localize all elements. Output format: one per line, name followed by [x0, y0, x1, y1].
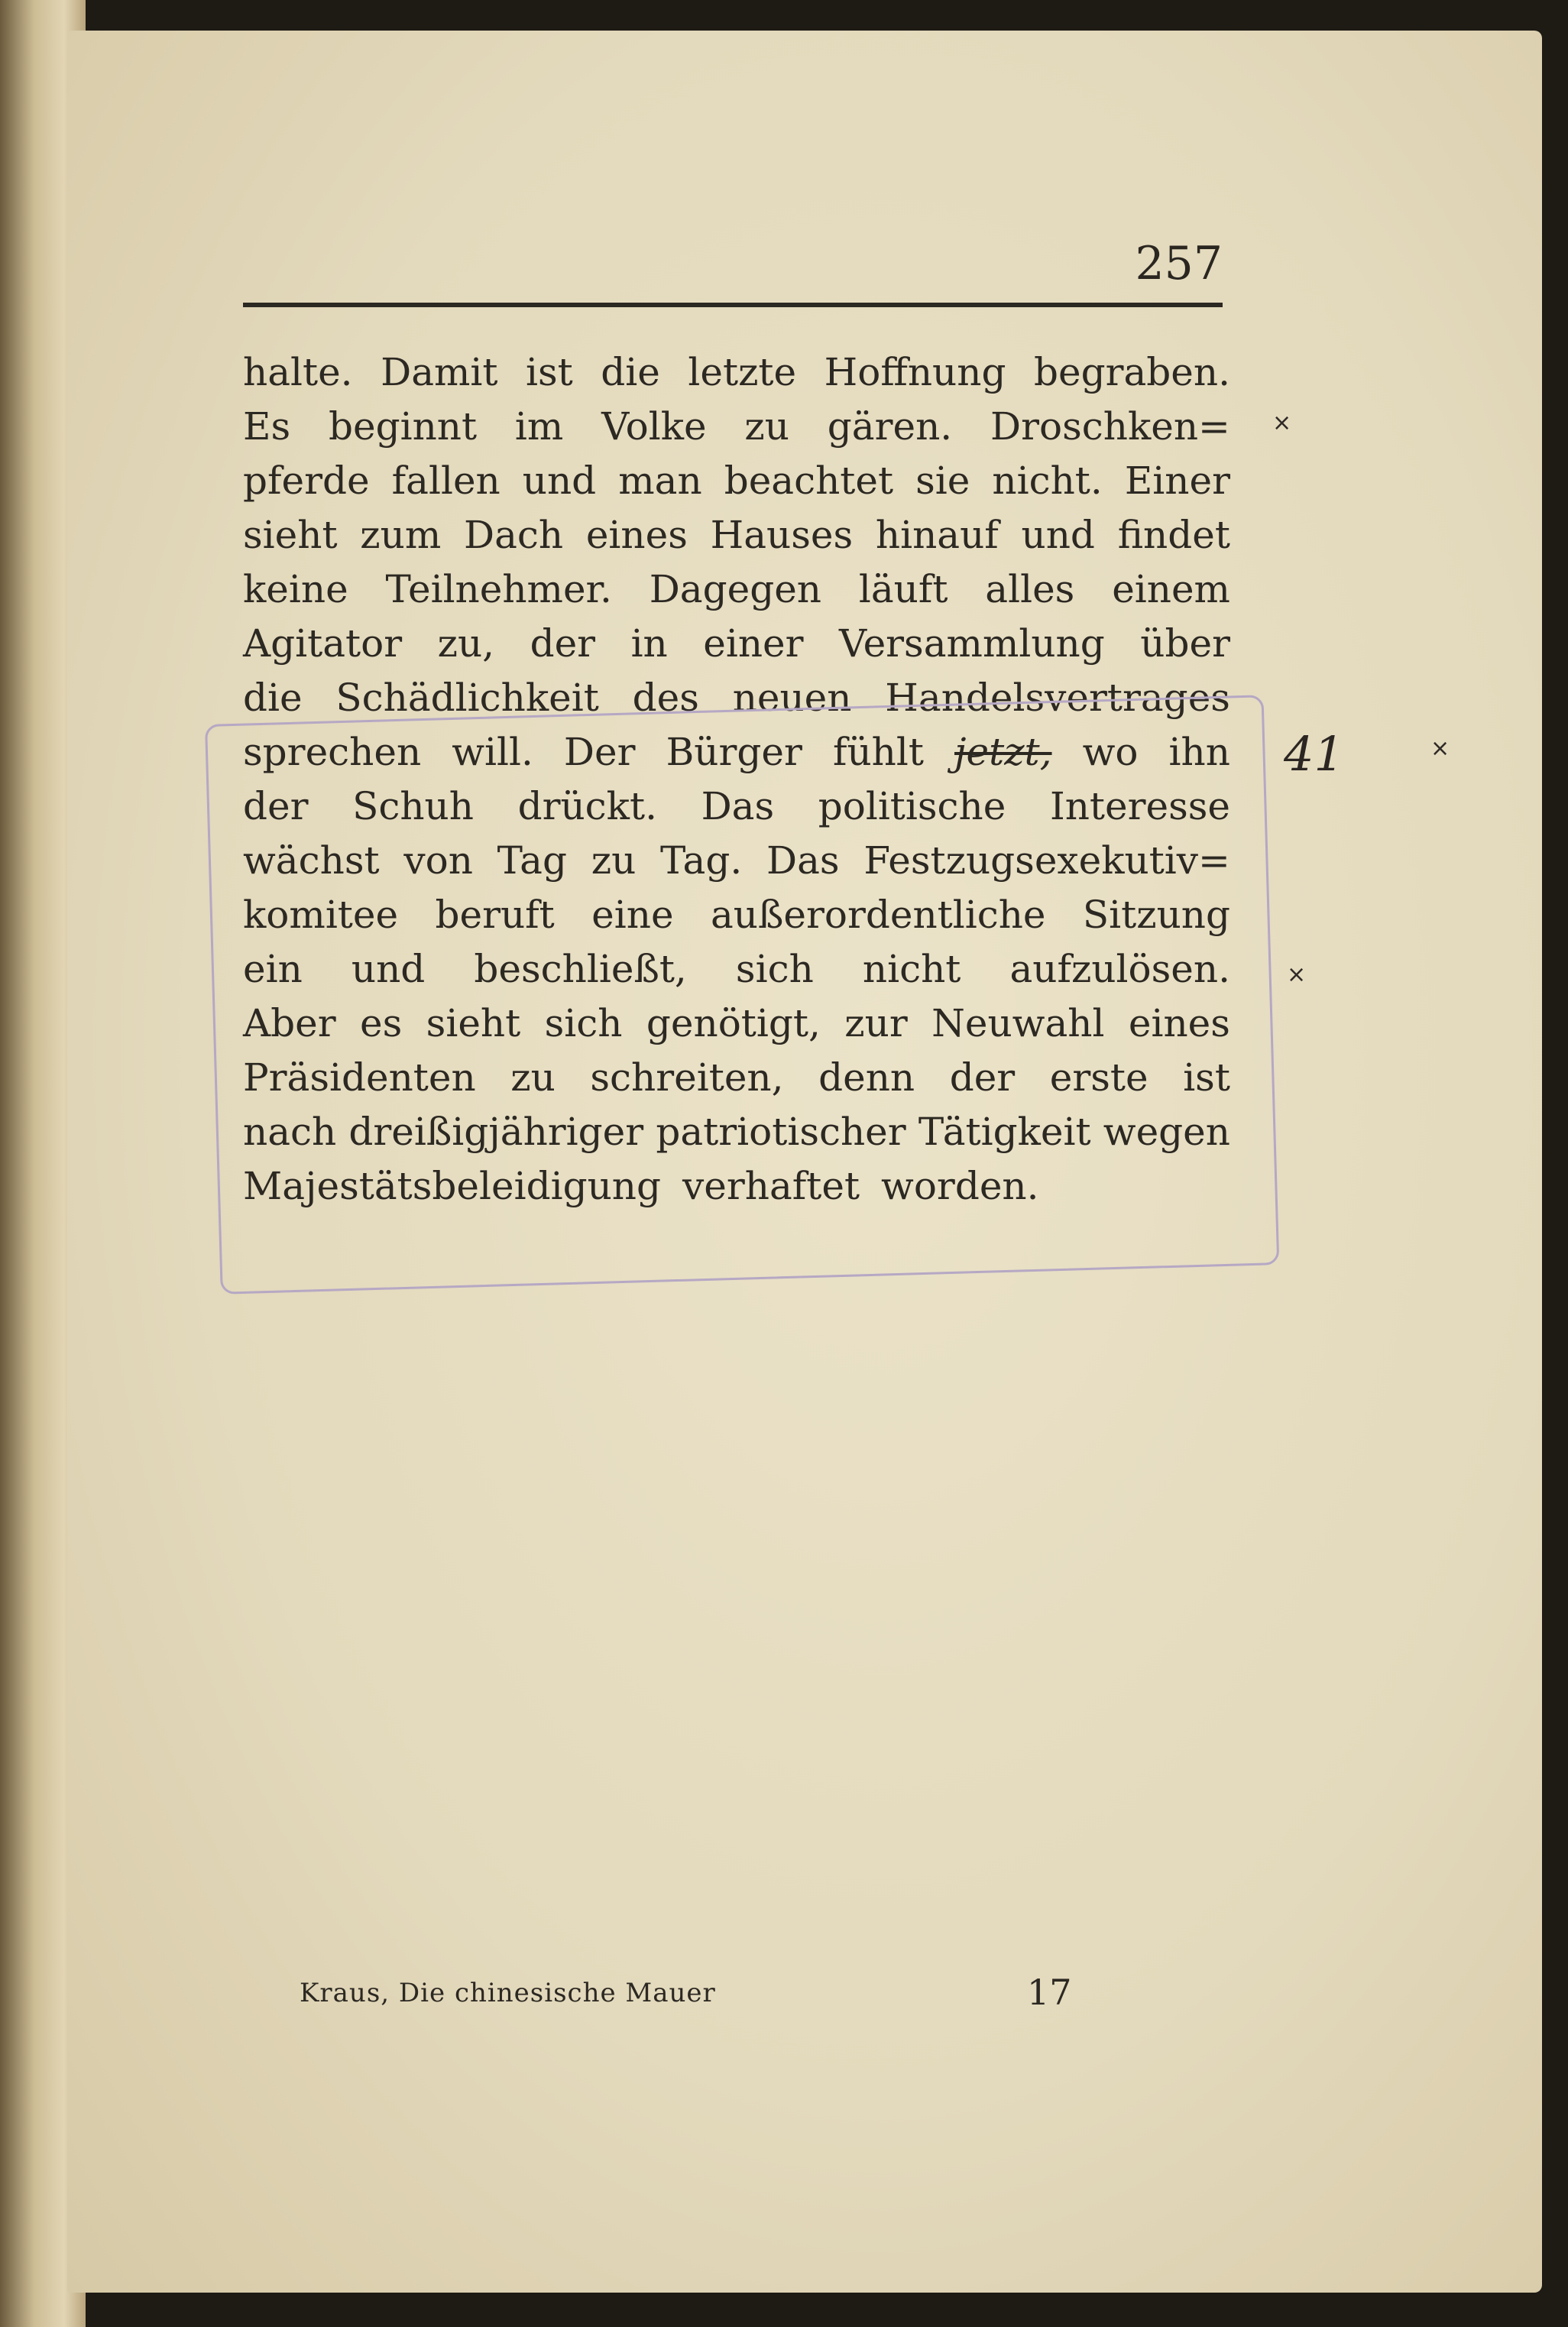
body-text [243, 345, 1230, 1214]
word: der [530, 621, 596, 666]
word: Neuwahl [931, 1001, 1105, 1045]
word: Schädlichkeit [335, 676, 599, 720]
word: genötigt, [646, 1001, 821, 1045]
word: komitee [243, 893, 399, 937]
footer-title: Kraus, Die chinesische Mauer [300, 1978, 716, 2008]
word: nach [243, 1110, 337, 1154]
word: findet [1117, 513, 1230, 557]
margin-mark-2: × [1430, 735, 1450, 762]
word: sie [915, 459, 970, 503]
text-line [243, 834, 1230, 888]
word: keine [243, 567, 348, 611]
word: neuen [732, 676, 852, 720]
word: ist [1183, 1055, 1230, 1100]
word: einer [703, 621, 804, 666]
word: Einer [1124, 459, 1230, 503]
word: und [1021, 513, 1095, 557]
word: letzte [688, 350, 797, 394]
word: eine [591, 893, 674, 937]
text-line [243, 888, 1230, 942]
text-line [243, 671, 1230, 725]
word: zur [844, 1001, 908, 1045]
page-number: 257 [1135, 237, 1223, 290]
word: Tag. [660, 838, 743, 883]
word: beruft [435, 893, 555, 937]
text-line [243, 1105, 1230, 1159]
word: Volke [601, 404, 707, 449]
word: drückt. [517, 784, 657, 828]
word: Versammlung [839, 621, 1105, 666]
word: politische [818, 784, 1006, 828]
word: denn [818, 1055, 915, 1100]
word: dreißigjähriger [348, 1110, 644, 1154]
text-line [243, 942, 1230, 997]
word: Der [563, 730, 636, 774]
word: fallen [391, 459, 501, 503]
word: alles [985, 567, 1075, 611]
word: der [243, 784, 309, 828]
word: will. [452, 730, 533, 774]
word: schreiten, [590, 1055, 784, 1100]
word: Handelsvertrages [885, 676, 1230, 720]
word: im [514, 404, 564, 449]
word: Schuh [352, 784, 474, 828]
word: Tätigkeit [918, 1110, 1091, 1154]
word: Interesse [1049, 784, 1230, 828]
word: nicht. [992, 459, 1103, 503]
word: erste [1049, 1055, 1148, 1100]
word: man [618, 459, 702, 503]
word: läuft [858, 567, 948, 611]
word: Damit [381, 350, 498, 394]
text-line [243, 508, 1230, 562]
word: gären. [827, 404, 953, 449]
word: eines [585, 513, 688, 557]
word: Bürger [666, 730, 802, 774]
word: Dagegen [649, 567, 821, 611]
word: wo [1082, 730, 1139, 774]
word: nicht [862, 947, 961, 991]
margin-mark-3: × [1287, 961, 1307, 988]
word: begraben. [1033, 350, 1230, 394]
word: außerordentliche [710, 893, 1046, 937]
word: pferde [243, 459, 370, 503]
word: in [630, 621, 668, 666]
text-line [243, 997, 1230, 1051]
word: aufzulösen. [1009, 947, 1230, 991]
word: Es [243, 404, 291, 449]
word: Majestätsbeleidigung [243, 1164, 661, 1208]
word: Tag [497, 838, 567, 883]
word: fühlt [832, 730, 924, 774]
word: Hoffnung [824, 350, 1006, 394]
word: sieht [426, 1001, 521, 1045]
word: wächst [243, 838, 380, 883]
header-rule [243, 303, 1223, 307]
word: und [351, 947, 426, 991]
word: über [1140, 621, 1230, 666]
word: eines [1128, 1001, 1230, 1045]
footer-signature: 17 [1027, 1972, 1072, 2013]
text-line [243, 617, 1230, 671]
word: sich [735, 947, 814, 991]
word: beachtet [724, 459, 894, 503]
struck-word: jetzt, [954, 730, 1052, 774]
word: ihn [1168, 730, 1230, 774]
word: Hauses [710, 513, 854, 557]
word: patriotischer [656, 1110, 906, 1154]
word: einem [1112, 567, 1230, 611]
text-line [243, 725, 1230, 779]
text-line [243, 1159, 1230, 1214]
word: beschließt, [474, 947, 687, 991]
text-line [243, 345, 1230, 400]
word: Präsidenten [243, 1055, 476, 1100]
word: sprechen [243, 730, 422, 774]
word: hinauf [875, 513, 999, 557]
word: Teilnehmer. [385, 567, 612, 611]
word: Sitzung [1082, 893, 1230, 937]
word: Agitator [243, 621, 403, 666]
word: der [949, 1055, 1016, 1100]
word: und [522, 459, 597, 503]
word: ist [526, 350, 573, 394]
word: Dach [463, 513, 564, 557]
word: Das [701, 784, 775, 828]
text-line [243, 400, 1230, 454]
word: ein [243, 947, 303, 991]
word: des [632, 676, 699, 720]
word: von [403, 838, 473, 883]
margin-handwritten-note: 41 [1284, 726, 1344, 782]
text-line [243, 1051, 1230, 1105]
word: Festzugsexekutiv= [863, 838, 1230, 883]
text-line [243, 562, 1230, 617]
word: Das [766, 838, 840, 883]
word: zum [360, 513, 442, 557]
word: halte. [243, 350, 353, 394]
word: die [243, 676, 303, 720]
word: zu [744, 404, 789, 449]
text-line [243, 454, 1230, 508]
word: die [601, 350, 660, 394]
word: es [360, 1001, 403, 1045]
word: zu [591, 838, 637, 883]
word: Droschken= [990, 404, 1230, 449]
word: sieht [243, 513, 338, 557]
word: worden. [881, 1164, 1039, 1208]
word: Aber [243, 1001, 336, 1045]
word: verhaftet [682, 1164, 860, 1208]
word: sich [544, 1001, 623, 1045]
word: beginnt [328, 404, 478, 449]
word: wegen [1103, 1110, 1230, 1154]
margin-mark-1: × [1272, 410, 1292, 436]
word: zu, [437, 621, 495, 666]
text-line [243, 779, 1230, 834]
word: zu [510, 1055, 556, 1100]
